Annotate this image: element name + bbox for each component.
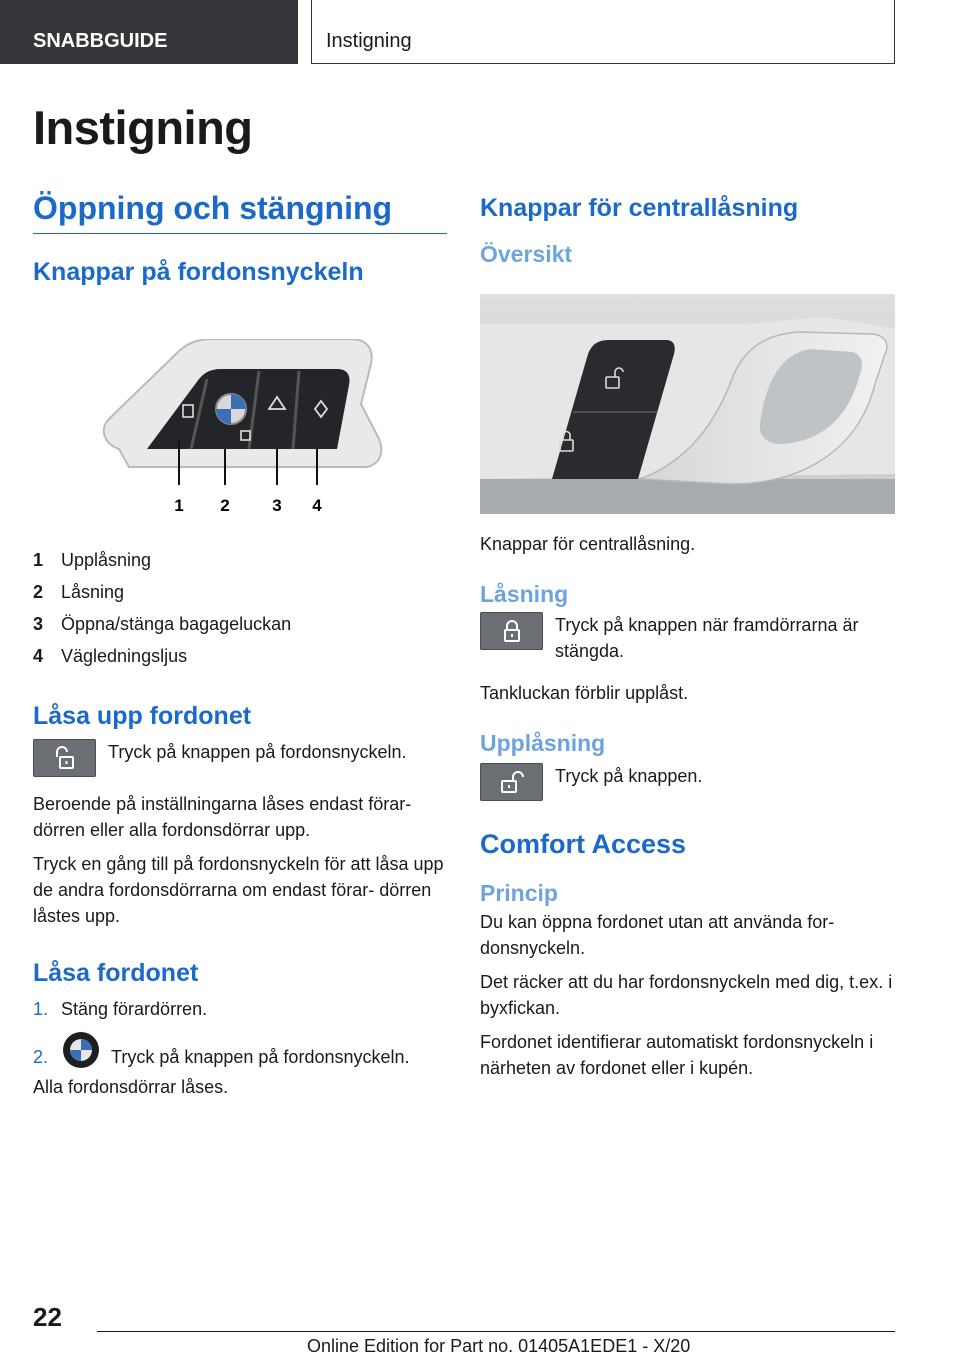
list-item: 4 Vägledningsljus [33, 646, 188, 666]
central-locking-image [480, 294, 895, 514]
car-key-image [99, 339, 389, 521]
footer-rule [97, 1331, 895, 1332]
list-item: 2. Tryck på knappen på fordonsnyckeln. [33, 1044, 447, 1070]
list-item: 1. Stäng förardörren. [33, 999, 208, 1019]
image-caption: Knappar för centrallåsning. [480, 534, 696, 554]
bmw-logo-icon [61, 1030, 101, 1070]
lock-heading: Låsa fordonet [33, 959, 199, 987]
key-button-list [33, 544, 447, 672]
unlock-button-icon [33, 739, 96, 777]
key-callout-1: 1 [174, 496, 184, 515]
key-callout-4: 4 [312, 496, 322, 515]
unlocking-text: Tryck på knappen. [555, 766, 703, 786]
overview-heading: Översikt [480, 241, 573, 267]
unlock-text: Tryck på knappen på fordonsnyckeln. [108, 742, 407, 762]
principle-paragraph-3: Fordonet identifierar automatiskt fordonsnyckeln i närheten av fordonet eller i kupén. [480, 1032, 874, 1078]
list-item: 1 Upplåsning [33, 550, 152, 570]
unlocking-heading: Upplåsning [480, 730, 606, 756]
footer-edition: Online Edition for Part no. 01405A1EDE1 - X/20 [307, 1336, 691, 1356]
locking-text: Tryck på knappen när framdörrarna är stängda. [555, 615, 859, 661]
unlock-heading: Låsa upp fordonet [33, 702, 252, 730]
key-callout-2: 2 [220, 496, 230, 515]
comfort-access-heading: Comfort Access [480, 829, 687, 859]
lock-steps [33, 996, 447, 1070]
unlock-central-button-icon [480, 763, 543, 801]
lock-after-text: Alla fordonsdörrar låses. [33, 1077, 229, 1097]
section-heading-opening: Öppning och stängning [33, 190, 447, 234]
header-chapter: Instigning [311, 0, 895, 64]
lock-button-icon [480, 612, 543, 650]
page-number: 22 [33, 1302, 62, 1332]
principle-paragraph-2: Det räcker att du har fordonsnyckeln med dig, t.ex. i byxfickan. [480, 972, 893, 1018]
principle-paragraph-1: Du kan öppna fordonet utan att använda for- donsnyckeln. [480, 912, 835, 958]
header-section: SNABBGUIDE [0, 0, 298, 64]
unlock-paragraph-1: Beroende på inställningarna låses endast förar- dörren eller alla fordonsdörrar upp. [33, 794, 412, 840]
right-column [480, 190, 895, 1081]
principle-heading: Princip [480, 880, 558, 906]
unlock-paragraph-2: Tryck en gång till på fordonsnyckeln för att låsa upp de andra fordonsdörrarna om endast förar- dörren låstes upp. [33, 854, 444, 926]
locking-note: Tankluckan förblir upplåst. [480, 683, 689, 703]
page-title: Instigning [33, 101, 253, 154]
central-locking-heading: Knappar för centrallåsning [480, 194, 799, 222]
key-callout-3: 3 [272, 496, 282, 515]
list-item: 3 Öppna/stänga bagageluckan [33, 614, 292, 634]
left-column [33, 190, 447, 1100]
locking-heading: Låsning [480, 581, 569, 607]
key-buttons-heading: Knappar på fordonsnyckeln [33, 258, 364, 286]
list-item: 2 Låsning [33, 582, 125, 602]
